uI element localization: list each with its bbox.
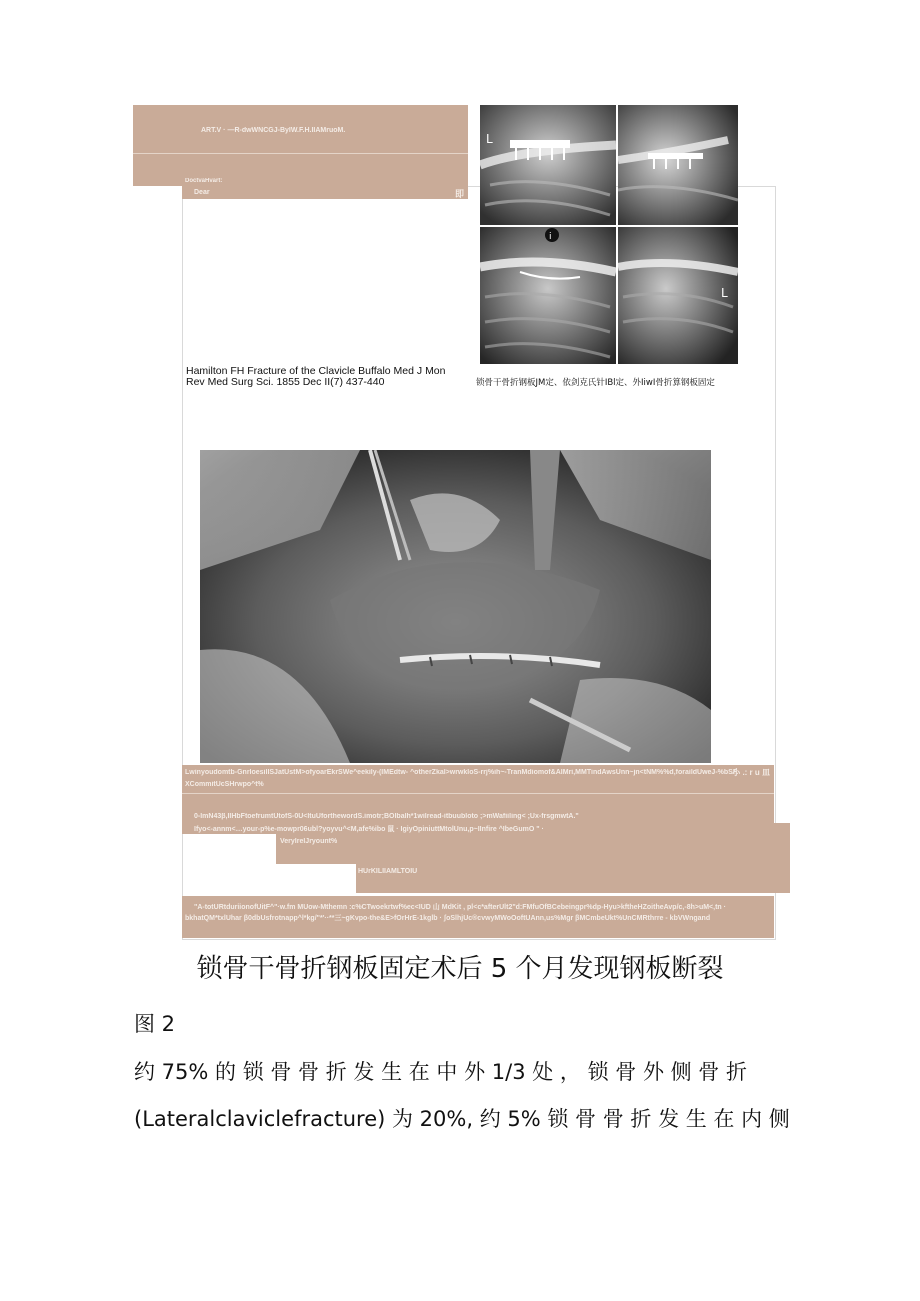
lower-band-row1: Lwinyoudomtb-GnrIoesilISJatUstM>ofyoarEkrSWe^eekily-(IMEdtw- ^otherZkal>wrwkloS-rrj%ih~-TranMdiomof&AIMri,MMTindAwsUnn~jn<tNM%%d,foraildUweJ-%bSF. [185,769,739,776]
lower-band-bottom [182,896,774,938]
lower-band-row8: bkhatQM*txlUhar β0dbUsfrotnapp^l*kg/"*'··**三~gKvpo-the&E>fOrHrE-1kglb · ʃoSlhjUc®cvwyMWoOoftUAnn,us%Mgr βMCmbeUkt%UnCMRthrre - kbVWngand [185,915,711,922]
lower-band-row4: Ifyo<-annm<…your-p%e-mowpr06ubl?yoyvu^<M,afe%ibo 鼠 · IgiyOpiniuttMtolUnu,p~IInfire ^IbeGumO " · [194,826,544,833]
header-band [133,105,468,186]
surgical-photo-image [200,450,711,763]
lower-band-row6: HUrKILIIAMLTOIU [358,868,418,875]
svg-text:L: L [721,286,728,300]
xray-marker-L: L [486,132,493,146]
xray-caption: 锁骨干骨折钢板JM定、依剑克氏针IBl定、外IiwI骨折算钢板固定 [476,378,715,388]
lower-band-sub1 [276,834,790,864]
xray-bottom-right-image [618,227,738,364]
xray-bottom-right [618,227,738,364]
header-band-line1: ART.V · —R-dwWNCGJ-ByIW.F.H.IIAMruoM. [201,127,346,134]
figure-label: 图 2 [134,1012,176,1036]
xray-top-left-image [480,105,616,225]
lower-band-row5: VeryIrelJryount% [280,838,338,845]
lower-band-row3: 0-ImN43β,IIHbFtoefrumtUtofS-0U<ltuUforthewordS.imotr;BOlbalh*1wilread-itbuubloto ;>mWafiiling< ;Ux-frsgmwtA." [194,813,579,820]
xray-top-right-image [618,105,738,225]
reference-citation: Hamilton FH Fracture of the Clavicle Buffalo Med J Mon Rev Med Surg Sci. 1855 Dec II(7) 437-440 [186,365,446,388]
lower-band-main [182,765,774,823]
lower-band-row7: "A-totURtduriionofUitF^"·w.fm MUow-Mthemn :c%CTwoekrtwf%ec<IUD 山 MdKit , pl<c*afterUlt2"d:FMfuOfBCebeingpr%dp-Hyu>kftheHZoitheAvp/c,-8h>uM<,tn · [194,904,726,911]
header-band-sub [182,186,468,199]
figure-title: 锁骨干骨折钢板固定术后 5 个月发现钢板断裂 [196,954,724,984]
lower-band-row1-glyphs: 小 .: r u 皿 [732,768,770,777]
surgical-photo [200,450,711,763]
xray-top-right [618,105,738,225]
xray-marker-circle: i [549,232,552,242]
paragraph-line-2: (Lateralclaviclefracture) 为 20%, 约 5% 锁 骨 骨 折 发 生 在 内 侧 [134,1107,790,1131]
header-band-glyph: 即 [454,189,464,199]
paragraph-line-1: 约 75% 的 锁 骨 骨 折 发 生 在 中 外 1/3 处 ， 锁 骨 外 侧 骨 折 [134,1060,747,1084]
lower-band-row4-strip [182,823,790,834]
header-band-divider [133,153,468,154]
lower-band-row2: XCommitUcSHrwpo^t% [185,781,264,788]
header-band-line2: Dear [194,189,210,196]
lower-band-sub2 [356,864,790,893]
xray-bottom-left [480,227,616,364]
header-band-label: DoctvaHvart: [185,178,223,184]
xray-top-left [480,105,616,225]
xray-bottom-left-image [480,227,616,364]
lower-band-divider [182,793,774,794]
